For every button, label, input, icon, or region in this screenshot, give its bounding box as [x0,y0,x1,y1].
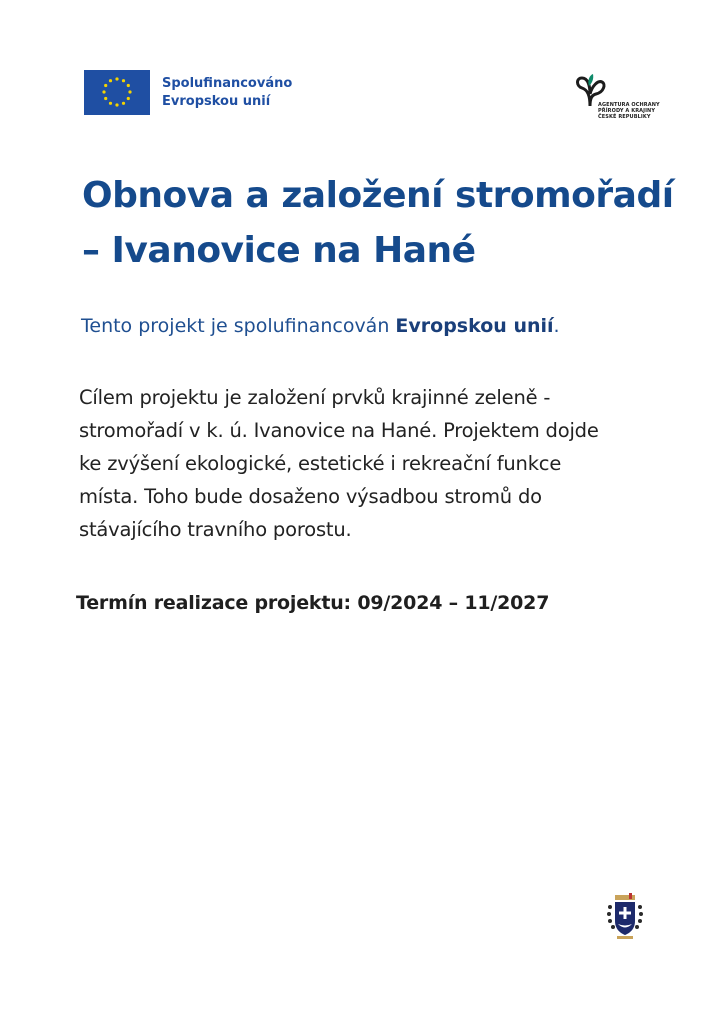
eu-logo-line1: Spolufinancováno [162,75,293,91]
project-description [79,381,659,546]
description-line: stávajícího travního porostu. [79,518,352,541]
eu-cofinancing-logo [84,70,292,115]
description-line: místa. Toho bude dosaženo výsadbou stromů do [79,485,542,508]
aopk-line1: AGENTURA OCHRANY [598,102,660,108]
project-term: Termín realizace projektu: 09/2024 – 11/2027 [76,592,550,614]
aopk-line2: PŘÍRODY A KRAJINY [598,108,656,114]
aopk-line3: ČESKÉ REPUBLIKY [598,114,651,120]
coat-of-arms-icon [605,893,645,943]
description-line: ke zvýšení ekologické, estetické i rekreační funkce [79,452,562,475]
aopk-logo-text [598,102,660,120]
eu-flag-icon [84,70,150,115]
cofinancing-prefix: Tento projekt je spolufinancován [81,315,396,337]
title-line1: Obnova a založení stromořadí [82,175,674,216]
description-line: stromořadí v k. ú. Ivanovice na Hané. Projektem dojde [79,419,599,442]
cofinancing-suffix: . [553,315,560,337]
eu-logo-text [162,75,292,111]
page-title [82,168,682,278]
description-line: Cílem projektu je založení prvků krajinné zeleně - [79,386,551,409]
cofinancing-bold: Evropskou unií [395,315,554,337]
title-line2: – Ivanovice na Hané [82,230,476,271]
eu-logo-line2: Evropskou unií [162,93,271,109]
cofinancing-statement [81,315,560,337]
